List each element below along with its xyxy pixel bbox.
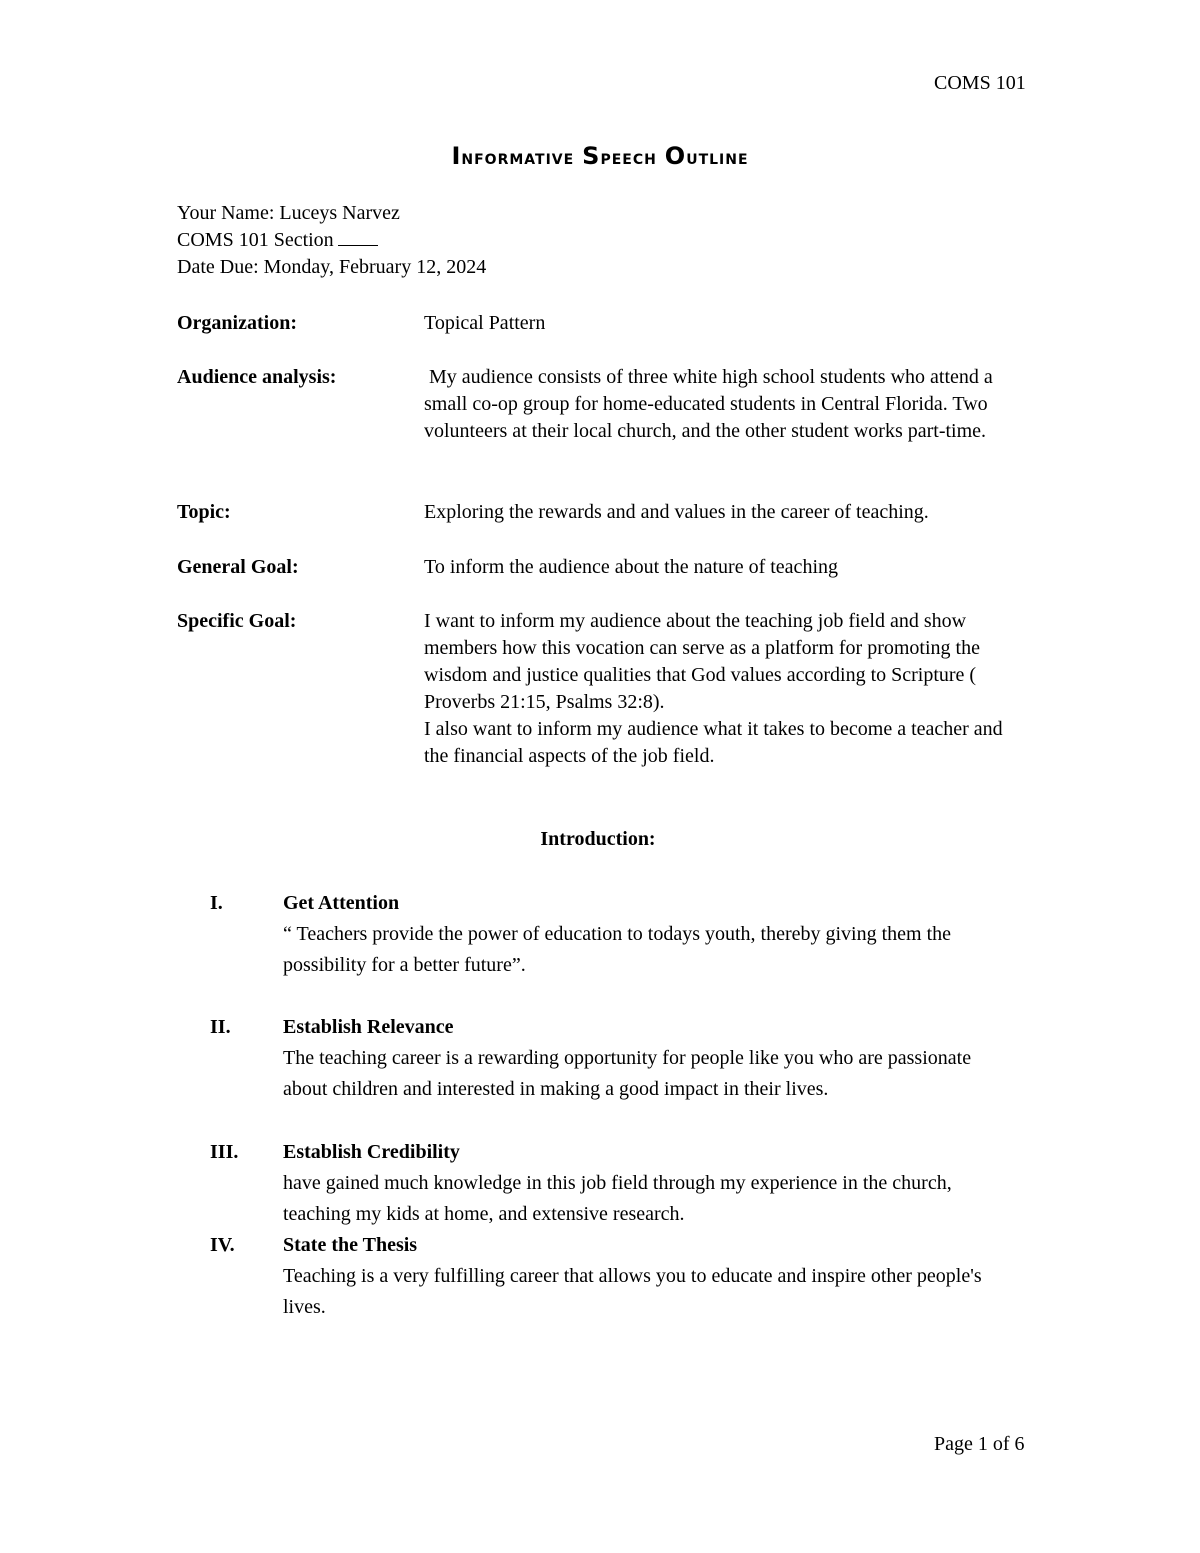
title-rest-2: peech xyxy=(600,145,665,169)
outline-item-title: Establish Credibility xyxy=(283,1141,460,1163)
page-number: Page 1 of 6 xyxy=(934,1433,1025,1455)
title-cap-3: O xyxy=(664,142,687,170)
organization-value: Topical Pattern xyxy=(424,312,546,334)
outline-item-title: Establish Relevance xyxy=(283,1016,454,1038)
outline-numeral: I. xyxy=(210,892,223,914)
organization-label: Organization: xyxy=(177,312,297,334)
document-title xyxy=(0,142,1200,170)
audience-label: Audience analysis: xyxy=(177,366,337,388)
title-rest-1: nformative xyxy=(461,145,583,169)
outline-content xyxy=(283,1137,1003,1230)
specific-goal-value xyxy=(424,608,1024,770)
page-header-course: COMS 101 xyxy=(934,72,1026,94)
specific-goal-paragraph-1: I want to inform my audience about the teaching job field and show members how this vocation can serve as a platform for promoting the wisdom and justice qualities that God values according to Scripture ( Proverbs 21:15, Psalms 32:8). xyxy=(424,610,980,713)
outline-item-text: “ Teachers provide the power of education to todays youth, thereby giving them the possibility for a better future”. xyxy=(283,923,952,976)
outline-item-text: The teaching career is a rewarding opportunity for people like you who are passionate about children and interested in making a good impact in their lives. xyxy=(283,1047,972,1100)
section-line xyxy=(177,227,486,254)
specific-goal-label: Specific Goal: xyxy=(177,610,297,632)
student-info xyxy=(177,200,486,281)
outline-content xyxy=(283,1230,1003,1323)
outline-content xyxy=(283,1012,1003,1105)
outline-item-text: have gained much knowledge in this job field through my experience in the church, teaching my kids at home, and extensive research. xyxy=(283,1172,952,1225)
outline-item-title: Get Attention xyxy=(283,892,400,914)
general-goal-label: General Goal: xyxy=(177,556,299,578)
outline-item-title: State the Thesis xyxy=(283,1234,418,1256)
topic-value: Exploring the rewards and and values in the career of teaching. xyxy=(424,501,929,523)
specific-goal-paragraph-2: I also want to inform my audience what it takes to become a teacher and the financial aspects of the job field. xyxy=(424,718,1003,767)
introduction-heading: Introduction: xyxy=(540,828,656,850)
title-rest-3: utline xyxy=(686,145,749,169)
outline-numeral: III. xyxy=(210,1141,239,1163)
outline-numeral: II. xyxy=(210,1016,231,1038)
title-cap-1: I xyxy=(451,142,462,170)
outline-numeral: IV. xyxy=(210,1234,235,1256)
topic-label: Topic: xyxy=(177,501,231,523)
title-cap-2: S xyxy=(582,142,601,170)
general-goal-value: To inform the audience about the nature of teaching xyxy=(424,556,838,578)
outline-item-text: Teaching is a very fulfilling career that allows you to educate and inspire other people's lives. xyxy=(283,1265,982,1318)
section-label: COMS 101 Section xyxy=(177,229,334,251)
outline-content xyxy=(283,888,1003,981)
student-name-line: Your Name: Luceys Narvez xyxy=(177,202,400,224)
due-date-line: Date Due: Monday, February 12, 2024 xyxy=(177,256,487,278)
section-blank xyxy=(338,227,378,246)
audience-value: My audience consists of three white high school students who attend a small co-op group for home-educated students in Central Florida. Two volunteers at their local church, and the other student works part-time. xyxy=(424,366,998,442)
